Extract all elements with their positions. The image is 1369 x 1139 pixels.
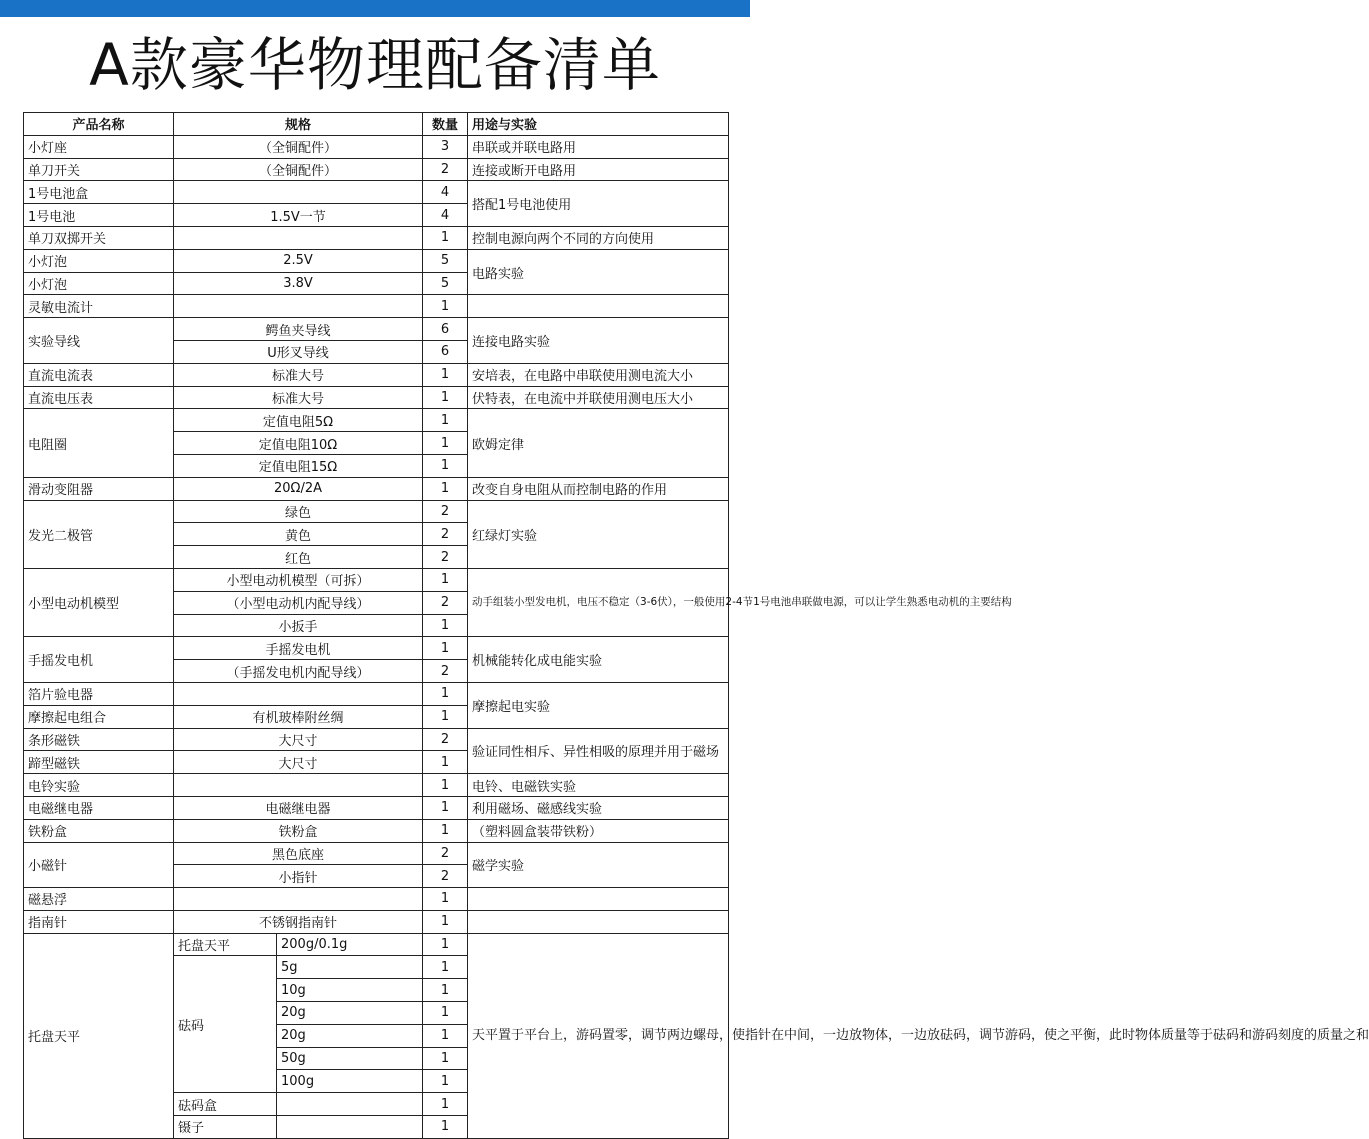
product-qty: 2 bbox=[423, 158, 468, 181]
product-spec: 黑色底座 bbox=[174, 842, 423, 865]
product-spec bbox=[174, 295, 423, 318]
product-spec: U形叉导线 bbox=[174, 340, 423, 363]
table-row bbox=[24, 637, 729, 660]
table-row bbox=[24, 910, 729, 933]
product-spec: 定值电阻15Ω bbox=[174, 454, 423, 477]
product-qty: 1 bbox=[423, 226, 468, 249]
product-use: 动手组装小型发电机，电压不稳定（3-6伏），一般使用2-4节1号电池串联做电源，可以让学生熟悉电动机的主要结构 bbox=[468, 568, 729, 636]
product-spec: 20g bbox=[277, 1024, 423, 1047]
product-qty: 2 bbox=[423, 523, 468, 546]
product-spec: 20g bbox=[277, 1002, 423, 1025]
product-qty: 1 bbox=[423, 1024, 468, 1047]
product-name: 托盘天平 bbox=[24, 933, 174, 1138]
table-row bbox=[24, 796, 729, 819]
product-use: 机械能转化成电能实验 bbox=[468, 637, 729, 683]
product-name: 蹄型磁铁 bbox=[24, 751, 174, 774]
product-spec: 黄色 bbox=[174, 523, 423, 546]
product-spec: 鳄鱼夹导线 bbox=[174, 318, 423, 341]
product-qty: 2 bbox=[423, 842, 468, 865]
product-name: 单刀双掷开关 bbox=[24, 226, 174, 249]
product-spec: 定值电阻10Ω bbox=[174, 432, 423, 455]
table-row bbox=[24, 728, 729, 751]
product-qty: 1 bbox=[423, 933, 468, 956]
product-use: 磁学实验 bbox=[468, 842, 729, 888]
product-qty: 1 bbox=[423, 386, 468, 409]
product-use: 连接或断开电路用 bbox=[468, 158, 729, 181]
product-name: 电铃实验 bbox=[24, 774, 174, 797]
table-row bbox=[24, 568, 729, 591]
product-name: 小灯泡 bbox=[24, 249, 174, 272]
product-name: 小灯泡 bbox=[24, 272, 174, 295]
sub-item: 砝码盒 bbox=[174, 1093, 277, 1116]
product-name: 小灯座 bbox=[24, 135, 174, 158]
product-name: 实验导线 bbox=[24, 318, 174, 364]
product-name: 直流电流表 bbox=[24, 363, 174, 386]
product-qty: 1 bbox=[423, 819, 468, 842]
table-row bbox=[24, 933, 729, 956]
table-header bbox=[24, 113, 729, 136]
header-qty: 数量 bbox=[423, 113, 468, 136]
product-qty: 1 bbox=[423, 910, 468, 933]
product-name: 1号电池盒 bbox=[24, 181, 174, 204]
table-row bbox=[24, 842, 729, 865]
product-use: 验证同性相斥、异性相吸的原理并用于磁场 bbox=[468, 728, 729, 774]
product-qty: 1 bbox=[423, 705, 468, 728]
product-spec: 50g bbox=[277, 1047, 423, 1070]
product-qty: 1 bbox=[423, 477, 468, 500]
table-row bbox=[24, 888, 729, 911]
product-spec: 大尺寸 bbox=[174, 728, 423, 751]
product-qty: 1 bbox=[423, 751, 468, 774]
product-qty: 1 bbox=[423, 1093, 468, 1116]
product-name: 发光二极管 bbox=[24, 500, 174, 568]
table-row bbox=[24, 819, 729, 842]
product-qty: 1 bbox=[423, 454, 468, 477]
table-row bbox=[24, 477, 729, 500]
product-qty: 1 bbox=[423, 432, 468, 455]
sub-item: 砝码 bbox=[174, 956, 277, 1093]
product-qty: 1 bbox=[423, 568, 468, 591]
product-qty: 1 bbox=[423, 1047, 468, 1070]
product-name: 电阻圈 bbox=[24, 409, 174, 477]
product-use: 连接电路实验 bbox=[468, 318, 729, 364]
product-name: 1号电池 bbox=[24, 204, 174, 227]
table-row bbox=[24, 249, 729, 272]
table-row bbox=[24, 409, 729, 432]
product-qty: 1 bbox=[423, 637, 468, 660]
product-qty: 4 bbox=[423, 204, 468, 227]
product-qty: 6 bbox=[423, 340, 468, 363]
product-spec: 3.8V bbox=[174, 272, 423, 295]
product-spec: 5g bbox=[277, 956, 423, 979]
product-name: 小型电动机模型 bbox=[24, 568, 174, 636]
product-spec: 定值电阻5Ω bbox=[174, 409, 423, 432]
product-qty: 6 bbox=[423, 318, 468, 341]
product-spec bbox=[277, 1093, 423, 1116]
product-spec: 10g bbox=[277, 979, 423, 1002]
table-row bbox=[24, 363, 729, 386]
product-use bbox=[468, 295, 729, 318]
header-spec: 规格 bbox=[174, 113, 423, 136]
product-qty: 5 bbox=[423, 249, 468, 272]
sub-item: 托盘天平 bbox=[174, 933, 277, 956]
product-name: 条形磁铁 bbox=[24, 728, 174, 751]
product-name: 单刀开关 bbox=[24, 158, 174, 181]
sub-item: 镊子 bbox=[174, 1116, 277, 1139]
product-qty: 1 bbox=[423, 979, 468, 1002]
table-row bbox=[24, 500, 729, 523]
product-qty: 1 bbox=[423, 295, 468, 318]
product-name: 摩擦起电组合 bbox=[24, 705, 174, 728]
table-row bbox=[24, 295, 729, 318]
product-qty: 5 bbox=[423, 272, 468, 295]
header-use: 用途与实验 bbox=[468, 113, 729, 136]
table-row bbox=[24, 135, 729, 158]
product-use: （塑料圆盒装带铁粉） bbox=[468, 819, 729, 842]
product-spec: （全铜配件） bbox=[174, 158, 423, 181]
product-spec: （全铜配件） bbox=[174, 135, 423, 158]
product-qty: 2 bbox=[423, 865, 468, 888]
product-qty: 1 bbox=[423, 614, 468, 637]
product-qty: 4 bbox=[423, 181, 468, 204]
product-spec: 电磁继电器 bbox=[174, 796, 423, 819]
product-name: 铁粉盒 bbox=[24, 819, 174, 842]
product-qty: 2 bbox=[423, 660, 468, 683]
product-qty: 1 bbox=[423, 682, 468, 705]
product-qty: 2 bbox=[423, 591, 468, 614]
product-spec bbox=[174, 888, 423, 911]
product-use: 串联或并联电路用 bbox=[468, 135, 729, 158]
table-row bbox=[24, 682, 729, 705]
product-name: 小磁针 bbox=[24, 842, 174, 888]
product-spec: 2.5V bbox=[174, 249, 423, 272]
product-spec bbox=[277, 1116, 423, 1139]
product-spec bbox=[174, 181, 423, 204]
product-use: 伏特表，在电流中并联使用测电压大小 bbox=[468, 386, 729, 409]
product-qty: 1 bbox=[423, 363, 468, 386]
page-title: A款豪华物理配备清单 bbox=[89, 31, 661, 99]
product-use: 安培表，在电路中串联使用测电流大小 bbox=[468, 363, 729, 386]
product-qty: 1 bbox=[423, 956, 468, 979]
product-use: 红绿灯实验 bbox=[468, 500, 729, 568]
product-spec: 200g/0.1g bbox=[277, 933, 423, 956]
product-use bbox=[468, 910, 729, 933]
product-use: 改变自身电阻从而控制电路的作用 bbox=[468, 477, 729, 500]
table-row bbox=[24, 226, 729, 249]
product-spec bbox=[174, 682, 423, 705]
product-qty: 1 bbox=[423, 1002, 468, 1025]
product-spec: （小型电动机内配导线） bbox=[174, 591, 423, 614]
product-use: 欧姆定律 bbox=[468, 409, 729, 477]
product-name: 箔片验电器 bbox=[24, 682, 174, 705]
product-spec: 1.5V一节 bbox=[174, 204, 423, 227]
product-spec: 小指针 bbox=[174, 865, 423, 888]
product-use: 电铃、电磁铁实验 bbox=[468, 774, 729, 797]
product-spec: 有机玻棒附丝绸 bbox=[174, 705, 423, 728]
product-name: 滑动变阻器 bbox=[24, 477, 174, 500]
product-name: 磁悬浮 bbox=[24, 888, 174, 911]
table-row bbox=[24, 774, 729, 797]
product-qty: 2 bbox=[423, 500, 468, 523]
product-spec: 标准大号 bbox=[174, 386, 423, 409]
table-row bbox=[24, 181, 729, 204]
product-qty: 3 bbox=[423, 135, 468, 158]
product-use: 搭配1号电池使用 bbox=[468, 181, 729, 227]
product-qty: 1 bbox=[423, 1070, 468, 1093]
product-use bbox=[468, 888, 729, 911]
product-spec: 绿色 bbox=[174, 500, 423, 523]
product-spec: 不锈钢指南针 bbox=[174, 910, 423, 933]
table-row bbox=[24, 386, 729, 409]
product-spec: 小型电动机模型（可拆） bbox=[174, 568, 423, 591]
product-spec: 标准大号 bbox=[174, 363, 423, 386]
product-use: 天平置于平台上，游码置零，调节两边螺母，使指针在中间，一边放物体，一边放砝码，调节游码，使之平衡，此时物体质量等于砝码和游码刻度的质量之和 bbox=[468, 933, 729, 1138]
product-qty: 2 bbox=[423, 728, 468, 751]
product-spec: 小扳手 bbox=[174, 614, 423, 637]
product-spec bbox=[174, 774, 423, 797]
product-qty: 1 bbox=[423, 1116, 468, 1139]
product-name: 直流电压表 bbox=[24, 386, 174, 409]
header-name: 产品名称 bbox=[24, 113, 174, 136]
product-qty: 1 bbox=[423, 796, 468, 819]
product-spec: 红色 bbox=[174, 546, 423, 569]
product-spec: 大尺寸 bbox=[174, 751, 423, 774]
product-qty: 1 bbox=[423, 409, 468, 432]
product-spec: 20Ω/2A bbox=[174, 477, 423, 500]
table-row bbox=[24, 158, 729, 181]
product-use: 电路实验 bbox=[468, 249, 729, 295]
product-name: 灵敏电流计 bbox=[24, 295, 174, 318]
product-spec: 铁粉盒 bbox=[174, 819, 423, 842]
product-spec: 手摇发电机 bbox=[174, 637, 423, 660]
equipment-table bbox=[23, 112, 1369, 1139]
table-row bbox=[24, 318, 729, 341]
product-spec bbox=[174, 226, 423, 249]
product-qty: 1 bbox=[423, 774, 468, 797]
product-spec: 100g bbox=[277, 1070, 423, 1093]
product-use: 控制电源向两个不同的方向使用 bbox=[468, 226, 729, 249]
product-name: 指南针 bbox=[24, 910, 174, 933]
product-name: 电磁继电器 bbox=[24, 796, 174, 819]
product-use: 摩擦起电实验 bbox=[468, 682, 729, 728]
product-use: 利用磁场、磁感线实验 bbox=[468, 796, 729, 819]
top-accent-bar bbox=[0, 0, 750, 17]
product-name: 手摇发电机 bbox=[24, 637, 174, 683]
product-qty: 2 bbox=[423, 546, 468, 569]
product-spec: （手摇发电机内配导线） bbox=[174, 660, 423, 683]
product-qty: 1 bbox=[423, 888, 468, 911]
